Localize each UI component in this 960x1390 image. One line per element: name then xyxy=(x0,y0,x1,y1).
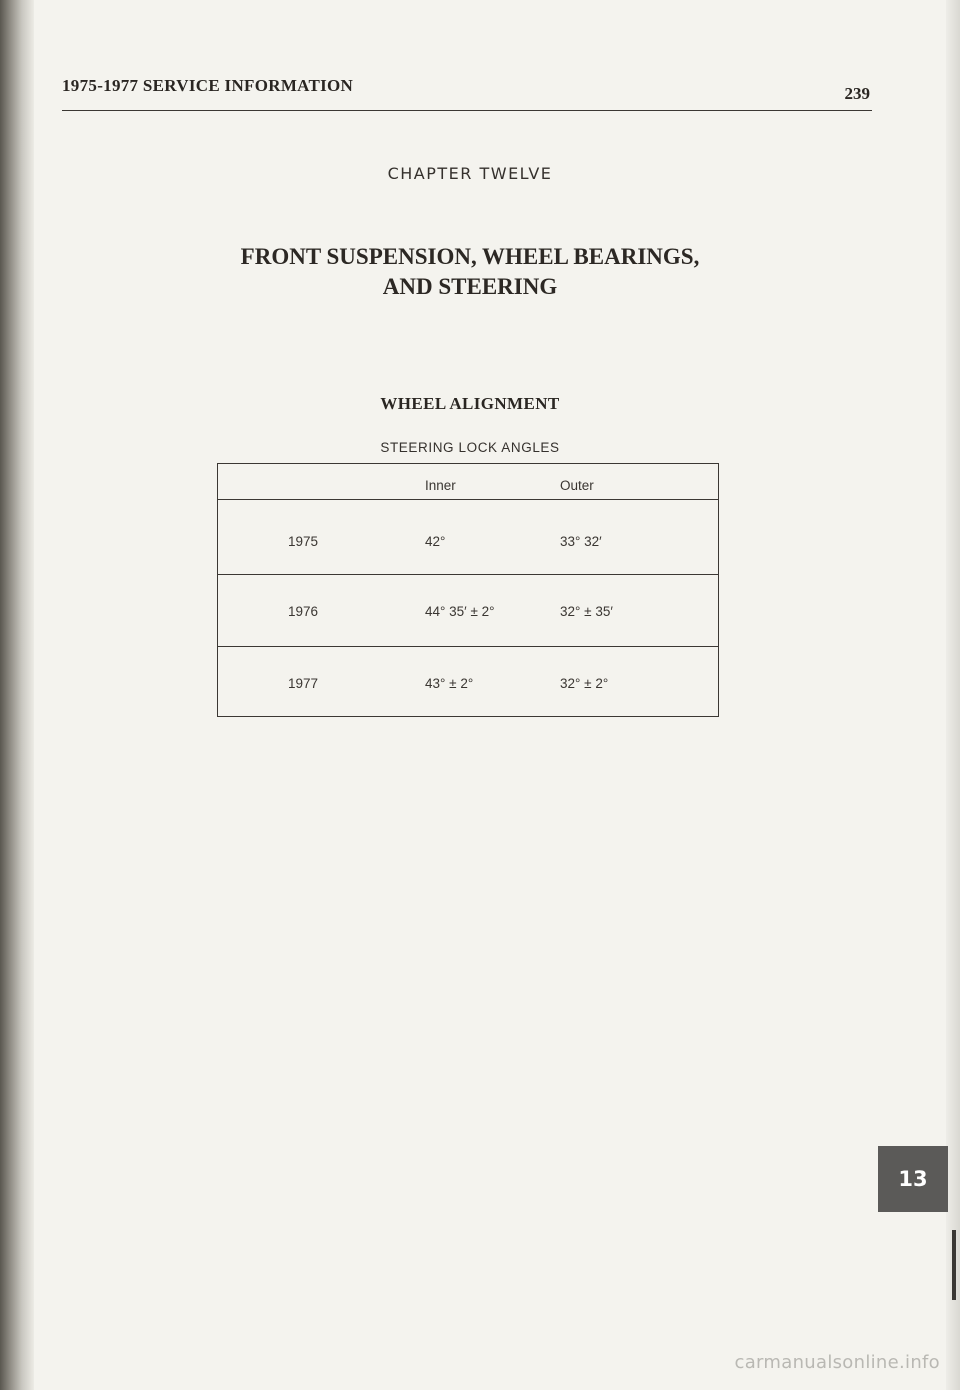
running-header xyxy=(62,74,872,111)
cell-year: 1977 xyxy=(288,676,319,691)
page-number: 239 xyxy=(844,84,870,103)
table-caption: STEERING LOCK ANGLES xyxy=(380,440,560,455)
cell-outer: 32° ± 2° xyxy=(560,676,609,691)
cell-outer: 32° ± 35′ xyxy=(560,604,613,619)
cell-inner: 43° ± 2° xyxy=(425,676,474,691)
chapter-thumb-tab xyxy=(878,1146,948,1212)
table-row xyxy=(218,647,718,715)
chapter-title-line-2: AND STEERING xyxy=(382,274,558,299)
table-row xyxy=(218,575,718,647)
section-title: WHEEL ALIGNMENT xyxy=(380,394,560,413)
chapter-title-line-1: FRONT SUSPENSION, WHEEL BEARINGS, xyxy=(240,244,700,269)
chapter-label: CHAPTER TWELVE xyxy=(387,164,553,183)
column-header-inner: Inner xyxy=(425,478,456,493)
steering-lock-angles-table xyxy=(217,463,719,717)
header-title: 1975-1977 SERVICE INFORMATION xyxy=(62,76,354,95)
watermark: carmanualsonline.info xyxy=(734,1352,940,1373)
chapter-title xyxy=(0,242,940,302)
page-right-edge xyxy=(946,0,960,1390)
table-header-row xyxy=(218,464,718,500)
column-header-outer: Outer xyxy=(560,478,594,493)
cell-outer: 33° 32′ xyxy=(560,534,602,549)
cell-year: 1975 xyxy=(288,534,319,549)
cell-year: 1976 xyxy=(288,604,319,619)
edge-mark xyxy=(952,1230,956,1300)
chapter-tab-label: 13 xyxy=(898,1167,928,1191)
table-row xyxy=(218,500,718,575)
page-binding-shadow xyxy=(0,0,34,1390)
cell-inner: 42° xyxy=(425,534,446,549)
cell-inner: 44° 35′ ± 2° xyxy=(425,604,495,619)
